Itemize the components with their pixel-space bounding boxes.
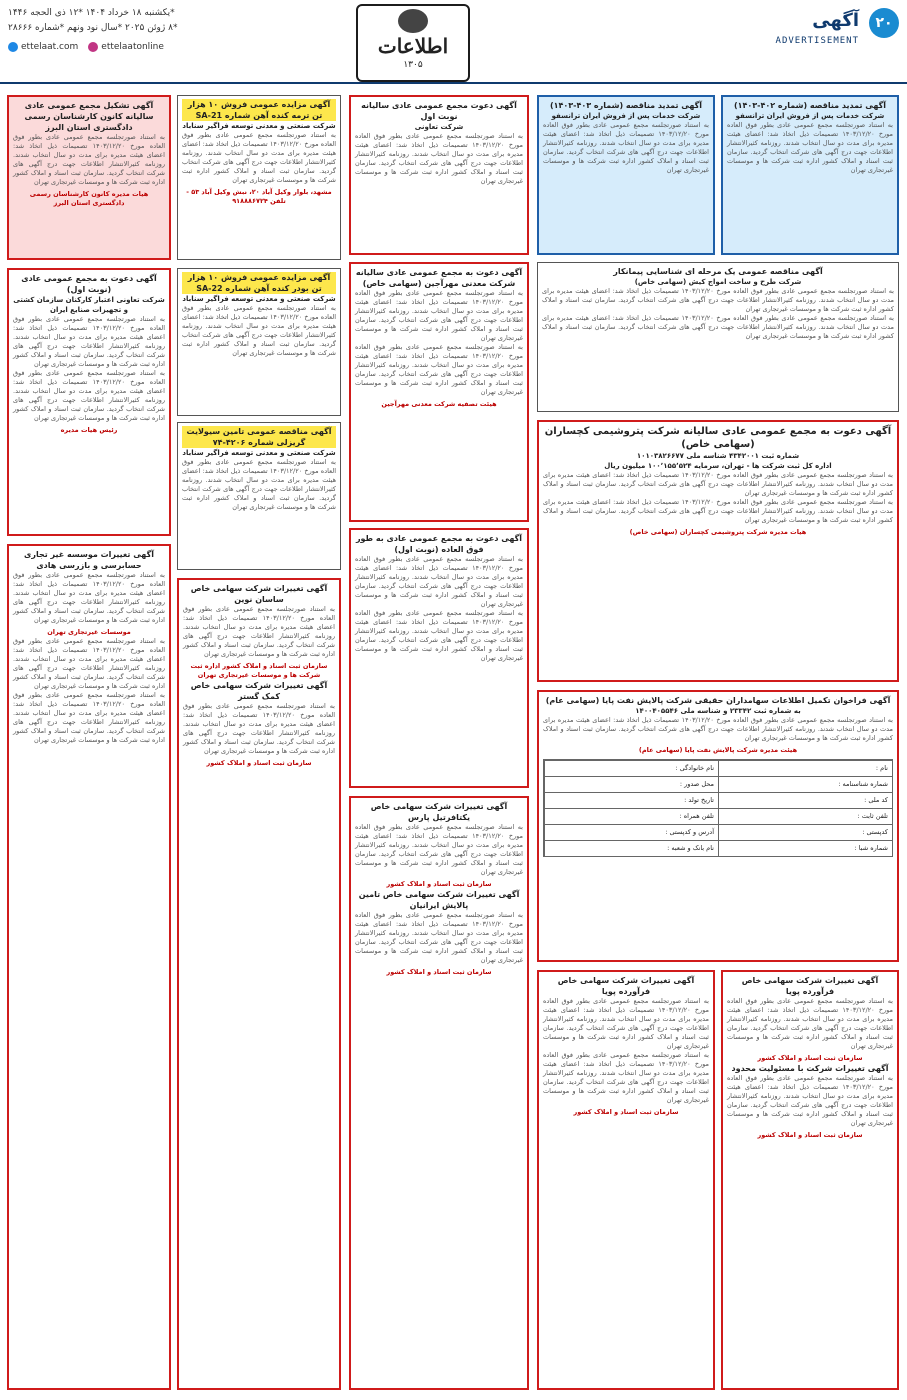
ad-title: آگهی دعوت به مجمع عمومی عادی سالیانه شرکت معدنی مهرآجین (سهامی خاص)	[355, 268, 523, 288]
ad-title: آگهی دعوت به مجمع عمومی عادی (نوبت اول)	[21, 274, 157, 294]
ad-changes-1	[7, 544, 171, 1390]
ad-body: به استناد صورتجلسه مجمع عمومی عادی بطور فوق العاده مورخ ۱۴۰۳/۱۲/۲۰ تصمیمات ذیل اتخاذ شد: اعضای هیئت مدیره برای مدت دو سال انتخاب شدند. روزنامه کثیرالانتشار اطلاعات جهت درج آگهی های شرکت انتخاب گردید. سازمان ثبت اسناد و املاک کشور اداره ثبت شرکت ها و موسسات غیرتجاری تهران	[543, 121, 709, 174]
ad-footer: سازمان ثبت اسناد و املاک کشور	[386, 880, 492, 888]
ad-subtitle: شماره ثبت ۴۳۴۲۰۰۱ شناسه ملی ۱۰۱۰۳۸۲۶۶۷۷	[636, 452, 800, 460]
ad-changes-3	[349, 796, 529, 1390]
form-field-sheba[interactable]: شماره شبا :	[718, 841, 892, 856]
ad-subtitle: شرکت تعاونی	[414, 123, 464, 131]
ad-body: به استناد صورتجلسه مجمع عمومی عادی بطور فوق العاده مورخ ۱۴۰۳/۱۲/۲۰ تصمیمات ذیل اتخاذ شد: اعضای هیئت مدیره برای مدت دو سال انتخاب شدند. روزنامه کثیرالانتشار اطلاعات جهت درج آگهی های شرکت انتخاب گردید. سازمان ثبت اسناد و املاک کشور اداره ثبت شرکت ها و موسسات غیرتجاری تهران	[355, 823, 523, 876]
shareholder-form	[543, 759, 893, 857]
ad-footer: هیات مدیره کانون کارشناسان رسمی دادگستری استان البرز	[29, 190, 149, 207]
ad-subtitle: به شماره ثبت ۲۳۳۴۲ و شناسه ملی ۱۴۰۰۴۰۵۵۴۶	[635, 707, 801, 715]
ad-extra-1	[349, 528, 529, 788]
ad-body: به استناد صورتجلسه مجمع عمومی عادی بطور فوق العاده مورخ ۱۴۰۳/۱۲/۲۰ تصمیمات ذیل اتخاذ شد: اعضای هیئت مدیره برای مدت دو سال انتخاب شدند. روزنامه کثیرالانتشار اطلاعات جهت درج آگهی های شرکت انتخاب گردید. سازمان ثبت اسناد و املاک کشور اداره ثبت شرکت ها و موسسات غیرتجاری تهران	[355, 555, 523, 608]
ad-body-2: به استناد صورتجلسه مجمع عمومی عادی بطور فوق العاده مورخ ۱۴۰۳/۱۲/۲۰ تصمیمات ذیل اتخاذ شد: اعضای هیئت مدیره برای مدت دو سال انتخاب شدند. روزنامه کثیرالانتشار اطلاعات جهت درج آگهی های شرکت انتخاب گردید. سازمان ثبت اسناد و املاک کشور اداره ثبت شرکت ها و موسسات غیرتجاری تهران	[543, 1051, 709, 1104]
ad-footer-2: سازمان ثبت اسناد و املاک کشور	[206, 759, 312, 767]
ad-footer: هیات مدیره شرکت پتروشیمی کچساران (سهامی خاص)	[629, 528, 807, 536]
ad-footer: سازمان ثبت اسناد و املاک کشور اداره ثبت شرکت ها و موسسات غیرتجاری تهران	[190, 662, 328, 679]
ad-footer: سازمان ثبت اسناد و املاک کشور	[757, 1054, 863, 1062]
ad-body: به استناد صورتجلسه مجمع عمومی عادی بطور فوق العاده مورخ ۱۴۰۳/۱۲/۲۰ تصمیمات ذیل اتخاذ شد: اعضای هیئت مدیره برای مدت دو سال انتخاب شدند. روزنامه کثیرالانتشار اطلاعات جهت درج آگهی های شرکت انتخاب گردید. سازمان ثبت اسناد و املاک کشور اداره ثبت شرکت ها و موسسات غیرتجاری تهران	[13, 315, 165, 368]
ad-body: به استناد صورتجلسه مجمع عمومی عادی بطور فوق العاده مورخ ۱۴۰۳/۱۲/۲۰ تصمیمات ذیل اتخاذ شد: اعضای هیئت مدیره برای مدت دو سال انتخاب شدند. روزنامه کثیرالانتشار اطلاعات جهت درج آگهی های شرکت انتخاب گردید. سازمان ثبت اسناد و املاک کشور اداره ثبت شرکت ها و موسسات غیرتجاری تهران	[542, 287, 894, 313]
ad-title: آگهی تغییرات شرکت سهامی خاص فرآورده پویا	[557, 976, 695, 996]
founded-year: ۱۳۰۵	[403, 60, 423, 70]
date-block	[8, 6, 328, 55]
form-row	[544, 824, 892, 840]
social-links	[8, 40, 328, 55]
ad-body: به استناد صورتجلسه مجمع عمومی عادی بطور فوق العاده مورخ ۱۴۰۳/۱۲/۲۰ تصمیمات ذیل اتخاذ شد: اعضای هیئت مدیره برای مدت دو سال انتخاب شدند. روزنامه کثیرالانتشار اطلاعات جهت درج آگهی های شرکت انتخاب گردید. سازمان ثبت اسناد و املاک کشور اداره ثبت شرکت ها و موسسات غیرتجاری تهران	[182, 458, 337, 511]
ad-title: آگهی تمدید مناقصه (شماره ۴۰۲-۱۴۰۳)	[733, 101, 887, 110]
form-row	[544, 840, 892, 856]
ad-body-2: به استناد صورتجلسه مجمع عمومی عادی بطور فوق العاده مورخ ۱۴۰۳/۱۲/۲۰ تصمیمات ذیل اتخاذ شد: اعضای هیئت مدیره برای مدت دو سال انتخاب شدند. روزنامه کثیرالانتشار اطلاعات جهت درج آگهی های شرکت انتخاب گردید. سازمان ثبت اسناد و املاک کشور اداره ثبت شرکت ها و موسسات غیرتجاری تهران	[543, 498, 893, 524]
seal-icon	[398, 9, 428, 33]
ad-footer: رئیس هیات مدیره	[60, 426, 118, 434]
ad-title: آگهی مناقصه عمومی یک مرحله ای شناسایی پیمانکار	[613, 267, 823, 276]
ad-simidco-1	[177, 95, 341, 260]
form-row	[544, 808, 892, 824]
ad-footer-2: سازمان ثبت اسناد و املاک کشور	[386, 968, 492, 976]
ad-subtitle: شرکت طرح و ساخت امواج کیش (سهامی خاص)	[634, 278, 802, 286]
ad-title: آگهی تغییرات شرکت سهامی خاص یکتافرتیل پارس	[370, 802, 508, 822]
ad-company: شرکت صنعتی و معدنی توسعه فراگیر سناباد	[182, 122, 336, 130]
ad-tender-1	[721, 95, 899, 255]
ad-title: آگهی تغییرات موسسه غیر تجاری حسابرسی و بازرسی هادی	[24, 550, 154, 570]
ad-changes-2	[177, 578, 341, 1390]
page-number: ۲۰	[869, 8, 899, 38]
ad-body: به استناد صورتجلسه مجمع عمومی عادی بطور فوق العاده مورخ ۱۴۰۳/۱۲/۲۰ تصمیمات ذیل اتخاذ شد: اعضای هیئت مدیره برای مدت دو سال انتخاب شدند. روزنامه کثیرالانتشار اطلاعات جهت درج آگهی های شرکت انتخاب گردید. سازمان ثبت اسناد و املاک کشور اداره ثبت شرکت ها و موسسات غیرتجاری تهران	[727, 121, 893, 174]
ad-kanoon-1	[7, 95, 171, 260]
ad-body-2: به استناد صورتجلسه مجمع عمومی عادی بطور فوق العاده مورخ ۱۴۰۳/۱۲/۲۰ تصمیمات ذیل اتخاذ شد: اعضای هیئت مدیره برای مدت دو سال انتخاب شدند. روزنامه کثیرالانتشار اطلاعات جهت درج آگهی های شرکت انتخاب گردید. سازمان ثبت اسناد و املاک کشور اداره ثبت شرکت ها و موسسات غیرتجاری تهران	[183, 702, 335, 755]
ad-title: آگهی تغییرات شرکت سهامی خاص فرآورده پویا	[741, 976, 879, 996]
ad-agm-1	[349, 95, 529, 255]
date-line: *یکشنبه ۱۸ خرداد ۱۴۰۴ *۱۲ ذی الحجه ۱۴۴۶	[8, 8, 175, 18]
ad-body-3: به استناد صورتجلسه مجمع عمومی عادی بطور فوق العاده مورخ ۱۴۰۳/۱۲/۲۰ تصمیمات ذیل اتخاذ شد: اعضای هیئت مدیره برای مدت دو سال انتخاب شدند. روزنامه کثیرالانتشار اطلاعات جهت درج آگهی های شرکت انتخاب گردید. سازمان ثبت اسناد و املاک کشور اداره ثبت شرکت ها و موسسات غیرتجاری تهران	[13, 691, 165, 744]
ad-changes-4	[721, 970, 899, 1390]
ad-title: آگهی دعوت به مجمع عمومی عادی به طور فوق العاده (نوبت اول)	[355, 534, 523, 554]
ad-body-2: به استناد صورتجلسه مجمع عمومی عادی بطور فوق العاده مورخ ۱۴۰۳/۱۲/۲۰ تصمیمات ذیل اتخاذ شد: اعضای هیئت مدیره برای مدت دو سال انتخاب شدند. روزنامه کثیرالانتشار اطلاعات جهت درج آگهی های شرکت انتخاب گردید. سازمان ثبت اسناد و املاک کشور اداره ثبت شرکت ها و موسسات غیرتجاری تهران	[13, 369, 165, 422]
ad-body: به استناد صورتجلسه مجمع عمومی عادی بطور فوق العاده مورخ ۱۴۰۳/۱۲/۲۰ تصمیمات ذیل اتخاذ شد: اعضای هیئت مدیره برای مدت دو سال انتخاب شدند. روزنامه کثیرالانتشار اطلاعات جهت درج آگهی های شرکت انتخاب گردید. سازمان ثبت اسناد و املاک کشور اداره ثبت شرکت ها و موسسات غیرتجاری تهران	[182, 304, 337, 357]
ad-body: به استناد صورتجلسه مجمع عمومی عادی بطور فوق العاده مورخ ۱۴۰۳/۱۲/۲۰ تصمیمات ذیل اتخاذ شد: اعضای هیئت مدیره برای مدت دو سال انتخاب شدند. روزنامه کثیرالانتشار اطلاعات جهت درج آگهی های شرکت انتخاب گردید. سازمان ثبت اسناد و املاک کشور اداره ثبت شرکت ها و موسسات غیرتجاری تهران	[543, 716, 893, 742]
form-row	[544, 760, 892, 776]
ad-body-2: به استناد صورتجلسه مجمع عمومی عادی بطور فوق العاده مورخ ۱۴۰۳/۱۲/۲۰ تصمیمات ذیل اتخاذ شد: اعضای هیئت مدیره برای مدت دو سال انتخاب شدند. روزنامه کثیرالانتشار اطلاعات جهت درج آگهی های شرکت انتخاب گردید. سازمان ثبت اسناد و املاک کشور اداره ثبت شرکت ها و موسسات غیرتجاری تهران	[355, 911, 523, 964]
instagram-icon	[88, 42, 98, 52]
ad-changes-5	[537, 970, 715, 1390]
ad-footer: هیئت مدیره شرکت پالایش نفت پایا (سهامی عام)	[638, 746, 798, 754]
ad-body: به استناد صورتجلسه مجمع عمومی عادی بطور فوق العاده مورخ ۱۴۰۳/۱۲/۲۰ تصمیمات ذیل اتخاذ شد: اعضای هیئت مدیره برای مدت دو سال انتخاب شدند. روزنامه کثیرالانتشار اطلاعات جهت درج آگهی های شرکت انتخاب گردید. سازمان ثبت اسناد و املاک کشور اداره ثبت شرکت ها و موسسات غیرتجاری تهران	[13, 133, 165, 186]
ad-body-2: به استناد صورتجلسه مجمع عمومی عادی بطور فوق العاده مورخ ۱۴۰۳/۱۲/۲۰ تصمیمات ذیل اتخاذ شد: اعضای هیئت مدیره برای مدت دو سال انتخاب شدند. روزنامه کثیرالانتشار اطلاعات جهت درج آگهی های شرکت انتخاب گردید. سازمان ثبت اسناد و املاک کشور اداره ثبت شرکت ها و موسسات غیرتجاری تهران	[542, 314, 894, 340]
ad-body: به استناد صورتجلسه مجمع عمومی عادی بطور فوق العاده مورخ ۱۴۰۳/۱۲/۲۰ تصمیمات ذیل اتخاذ شد: اعضای هیئت مدیره برای مدت دو سال انتخاب شدند. روزنامه کثیرالانتشار اطلاعات جهت درج آگهی های شرکت انتخاب گردید. سازمان ثبت اسناد و املاک کشور اداره ثبت شرکت ها و موسسات غیرتجاری تهران	[13, 571, 165, 624]
ad-footer: هیئت تصفیه شرکت معدنی مهرآجین	[381, 400, 497, 408]
ad-title: آگهی دعوت مجمع عمومی عادی سالیانه نوبت اول	[361, 101, 517, 121]
ad-agm-2	[349, 262, 529, 522]
form-field-birthdate[interactable]: تاریخ تولد :	[544, 793, 718, 808]
form-field-name[interactable]: نام :	[718, 761, 892, 776]
form-field-phone[interactable]: تلفن ثابت :	[718, 809, 892, 824]
telegram-link[interactable]: ettelaat.com	[8, 40, 78, 55]
ad-tender-3	[537, 262, 899, 412]
ad-simidco-3	[177, 422, 341, 570]
ad-invite-1	[7, 268, 171, 536]
instagram-link[interactable]: ettelaatonline	[88, 40, 164, 55]
form-field-mobile[interactable]: تلفن همراه :	[544, 809, 718, 824]
ad-title: آگهی تغییرات شرکت سهامی خاص ساسان نوین	[190, 584, 328, 604]
ad-company: شرکت صنعتی و معدنی توسعه فراگیر سناباد	[182, 295, 336, 303]
ad-footer: سازمان ثبت اسناد و املاک کشور	[573, 1108, 679, 1116]
ad-footer-2: سازمان ثبت اسناد و املاک کشور	[757, 1131, 863, 1139]
ad-body: به استناد صورتجلسه مجمع عمومی عادی بطور فوق العاده مورخ ۱۴۰۳/۱۲/۲۰ تصمیمات ذیل اتخاذ شد: اعضای هیئت مدیره برای مدت دو سال انتخاب شدند. روزنامه کثیرالانتشار اطلاعات جهت درج آگهی های شرکت انتخاب گردید. سازمان ثبت اسناد و املاک کشور اداره ثبت شرکت ها و موسسات غیرتجاری تهران	[183, 605, 335, 658]
form-field-id[interactable]: شماره شناسنامه :	[718, 777, 892, 792]
section-block	[729, 8, 899, 68]
ad-subtitle: شرکت خدمات پس از فروش ایران ترانسفو	[551, 112, 701, 120]
ad-body: به استناد صورتجلسه مجمع عمومی عادی بطور فوق العاده مورخ ۱۴۰۳/۱۲/۲۰ تصمیمات ذیل اتخاذ شد: اعضای هیئت مدیره برای مدت دو سال انتخاب شدند. روزنامه کثیرالانتشار اطلاعات جهت درج آگهی های شرکت انتخاب گردید. سازمان ثبت اسناد و املاک کشور اداره ثبت شرکت ها و موسسات غیرتجاری تهران	[355, 289, 523, 342]
masthead-logo	[356, 4, 470, 82]
section-title-en: ADVERTISEMENT	[775, 36, 859, 46]
ad-capital: اداره کل ثبت شرکت ها - تهران، سرمایه ۱۰۰٬۱۵۵٬۵۲۴ میلیون ریال	[604, 462, 832, 470]
date-line-en: *۸ ژوئن ۲۰۲۵ *سال نود ونهم *شماره ۲۸۶۶۶	[8, 23, 178, 33]
ad-body: به استناد صورتجلسه مجمع عمومی عادی بطور فوق العاده مورخ ۱۴۰۳/۱۲/۲۰ تصمیمات ذیل اتخاذ شد: اعضای هیئت مدیره برای مدت دو سال انتخاب شدند. روزنامه کثیرالانتشار اطلاعات جهت درج آگهی های شرکت انتخاب گردید. سازمان ثبت اسناد و املاک کشور اداره ثبت شرکت ها و موسسات غیرتجاری تهران	[543, 471, 893, 497]
ad-title: آگهی فراخوان تکمیل اطلاعات سهامداران حقیقی شرکت پالایش نفت پایا (سهامی عام)	[545, 696, 891, 705]
ad-body-2: به استناد صورتجلسه مجمع عمومی عادی بطور فوق العاده مورخ ۱۴۰۳/۱۲/۲۰ تصمیمات ذیل اتخاذ شد: اعضای هیئت مدیره برای مدت دو سال انتخاب شدند. روزنامه کثیرالانتشار اطلاعات جهت درج آگهی های شرکت انتخاب گردید. سازمان ثبت اسناد و املاک کشور اداره ثبت شرکت ها و موسسات غیرتجاری تهران	[355, 609, 523, 662]
ad-company: شرکت صنعتی و معدنی توسعه فراگیر سناباد	[182, 449, 336, 457]
ad-footer: مشهد، بلوار وکیل آباد ۲۰، نبش وکیل آباد ۵۳ - تلفن ۹۱۸۸۸۶۷۲۴	[186, 188, 332, 205]
ad-simidco-2	[177, 268, 341, 416]
ad-title: آگهی مزایده عمومی فروش ۱۰ هزار تن ترمه کنده آهن شماره SA-21	[182, 99, 336, 121]
ad-subtitle: شرکت تعاونی اعتبار کارکنان سازمان کشتی و تجهیزات صنایع ایران	[13, 296, 165, 314]
ad-title: آگهی مزایده عمومی فروش ۱۰ هزار تن بودر کنده آهن شماره SA-22	[182, 272, 336, 294]
form-row	[544, 792, 892, 808]
telegram-icon	[8, 42, 18, 52]
ad-title-2: آگهی تغییرات شرکت سهامی خاص کمک گستر	[190, 681, 328, 701]
form-field-postal[interactable]: کدپستی :	[718, 825, 892, 840]
ad-title-2: آگهی تغییرات شرکت سهامی خاص تامین پالایش ایرانیان	[358, 890, 520, 910]
form-field-issue-place[interactable]: محل صدور :	[544, 777, 718, 792]
ad-body-2: به استناد صورتجلسه مجمع عمومی عادی بطور فوق العاده مورخ ۱۴۰۳/۱۲/۲۰ تصمیمات ذیل اتخاذ شد: اعضای هیئت مدیره برای مدت دو سال انتخاب شدند. روزنامه کثیرالانتشار اطلاعات جهت درج آگهی های شرکت انتخاب گردید. سازمان ثبت اسناد و املاک کشور اداره ثبت شرکت ها و موسسات غیرتجاری تهران	[355, 343, 523, 396]
form-row	[544, 776, 892, 792]
ad-paya-1	[537, 690, 899, 962]
ad-title: آگهی مناقصه عمومی تامین سیولایت گریزلی شماره ۴۲۰۶-۷۴	[182, 426, 336, 448]
form-field-bank[interactable]: نام بانک و شعبه :	[544, 841, 718, 856]
ad-title: آگهی تمدید مناقصه (شماره ۴۰۳-۱۴۰۳)	[549, 101, 703, 110]
section-title: آگهی	[812, 10, 859, 31]
ad-tender-2	[537, 95, 715, 255]
ad-title-2: آگهی تغییرات شرکت با مسئولیت محدود	[731, 1064, 889, 1073]
newspaper-name: اطلاعات	[377, 34, 449, 58]
form-field-address[interactable]: آدرس و کدپستی :	[544, 825, 718, 840]
ad-body-2: به استناد صورتجلسه مجمع عمومی عادی بطور فوق العاده مورخ ۱۴۰۳/۱۲/۲۰ تصمیمات ذیل اتخاذ شد: اعضای هیئت مدیره برای مدت دو سال انتخاب شدند. روزنامه کثیرالانتشار اطلاعات جهت درج آگهی های شرکت انتخاب گردید. سازمان ثبت اسناد و املاک کشور اداره ثبت شرکت ها و موسسات غیرتجاری تهران	[13, 637, 165, 690]
ad-petro-1	[537, 420, 899, 682]
ad-body-2: به استناد صورتجلسه مجمع عمومی عادی بطور فوق العاده مورخ ۱۴۰۳/۱۲/۲۰ تصمیمات ذیل اتخاذ شد: اعضای هیئت مدیره برای مدت دو سال انتخاب شدند. روزنامه کثیرالانتشار اطلاعات جهت درج آگهی های شرکت انتخاب گردید. سازمان ثبت اسناد و املاک کشور اداره ثبت شرکت ها و موسسات غیرتجاری تهران	[727, 1074, 893, 1127]
ad-title: آگهی تشکیل مجمع عمومی عادی سالیانه کانون کارشناسان رسمی دادگستری استان البرز	[24, 101, 154, 132]
page-header	[0, 0, 907, 84]
ad-footer: موسسات غیرتجاری تهران	[47, 628, 131, 636]
ad-title: آگهی دعوت به مجمع عمومی عادی سالیانه شرکت پتروشیمی کچساران (سهامی خاص)	[544, 426, 892, 450]
ad-body: به استناد صورتجلسه مجمع عمومی عادی بطور فوق العاده مورخ ۱۴۰۳/۱۲/۲۰ تصمیمات ذیل اتخاذ شد: اعضای هیئت مدیره برای مدت دو سال انتخاب شدند. روزنامه کثیرالانتشار اطلاعات جهت درج آگهی های شرکت انتخاب گردید. سازمان ثبت اسناد و املاک کشور اداره ثبت شرکت ها و موسسات غیرتجاری تهران	[543, 997, 709, 1050]
ad-body: به استناد صورتجلسه مجمع عمومی عادی بطور فوق العاده مورخ ۱۴۰۳/۱۲/۲۰ تصمیمات ذیل اتخاذ شد: اعضای هیئت مدیره برای مدت دو سال انتخاب شدند. روزنامه کثیرالانتشار اطلاعات جهت درج آگهی های شرکت انتخاب گردید. سازمان ثبت اسناد و املاک کشور اداره ثبت شرکت ها و موسسات غیرتجاری تهران	[355, 132, 523, 185]
ad-body: به استناد صورتجلسه مجمع عمومی عادی بطور فوق العاده مورخ ۱۴۰۳/۱۲/۲۰ تصمیمات ذیل اتخاذ شد: اعضای هیئت مدیره برای مدت دو سال انتخاب شدند. روزنامه کثیرالانتشار اطلاعات جهت درج آگهی های شرکت انتخاب گردید. سازمان ثبت اسناد و املاک کشور اداره ثبت شرکت ها و موسسات غیرتجاری تهران	[727, 997, 893, 1050]
ad-body: به استناد صورتجلسه مجمع عمومی عادی بطور فوق العاده مورخ ۱۴۰۳/۱۲/۲۰ تصمیمات ذیل اتخاذ شد: اعضای هیئت مدیره برای مدت دو سال انتخاب شدند. روزنامه کثیرالانتشار اطلاعات جهت درج آگهی های شرکت انتخاب گردید. سازمان ثبت اسناد و املاک کشور اداره ثبت شرکت ها و موسسات غیرتجاری تهران	[182, 131, 337, 184]
form-field-family[interactable]: نام خانوادگی :	[544, 761, 718, 776]
form-field-national-code[interactable]: کد ملی :	[718, 793, 892, 808]
ad-subtitle: شرکت خدمات پس از فروش ایران ترانسفو	[735, 112, 885, 120]
